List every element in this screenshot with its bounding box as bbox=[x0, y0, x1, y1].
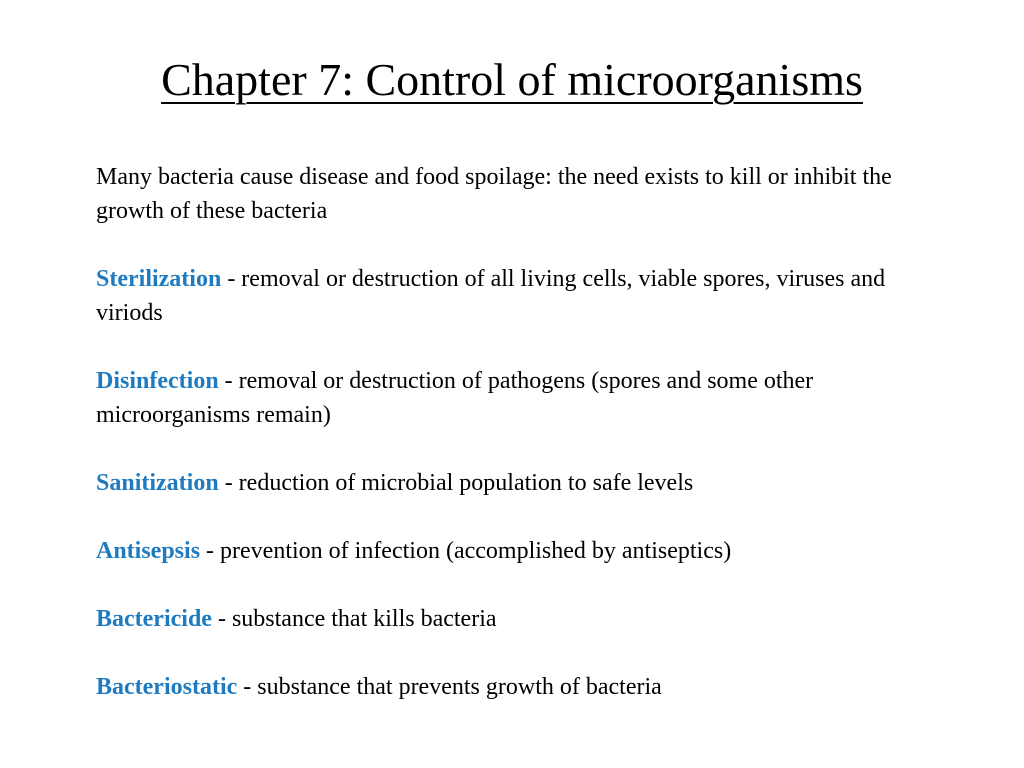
definition-bacteriostatic bbox=[96, 670, 916, 704]
definition-bactericide bbox=[96, 602, 916, 636]
slide-title-text: Chapter 7: Control of microorganisms bbox=[161, 54, 863, 105]
definition-antisepsis bbox=[96, 534, 916, 568]
definition-text-sterilization: - removal or destruction of all living cells, viable spores, viruses and viriods bbox=[96, 266, 886, 326]
definition-text-bactericide: - substance that kills bacteria bbox=[211, 606, 497, 632]
definition-text-disinfection: - removal or destruction of pathogens (spores and some other microorganisms remain) bbox=[96, 368, 814, 428]
definition-text-bacteriostatic: - substance that prevents growth of bacteria bbox=[237, 674, 662, 700]
term-sanitization: Sanitization bbox=[96, 470, 219, 496]
definition-text-antisepsis: - prevention of infection (accomplished by antiseptics) bbox=[200, 538, 732, 564]
definition-disinfection bbox=[96, 364, 916, 432]
definition-sanitization bbox=[96, 466, 916, 500]
term-bactericide: Bactericide bbox=[96, 606, 212, 632]
term-sterilization: Sterilization bbox=[96, 266, 222, 292]
intro-paragraph: Many bacteria cause disease and food spoilage: the need exists to kill or inhibit the growth of these bacteria bbox=[96, 164, 892, 224]
term-bacteriostatic: Bacteriostatic bbox=[96, 674, 238, 700]
definition-sterilization bbox=[96, 262, 916, 330]
definition-text-sanitization: - reduction of microbial population to safe levels bbox=[218, 470, 694, 496]
term-antisepsis: Antisepsis bbox=[96, 538, 201, 564]
slide-body bbox=[96, 160, 916, 738]
slide-title bbox=[0, 50, 1024, 110]
term-disinfection: Disinfection bbox=[96, 368, 219, 394]
